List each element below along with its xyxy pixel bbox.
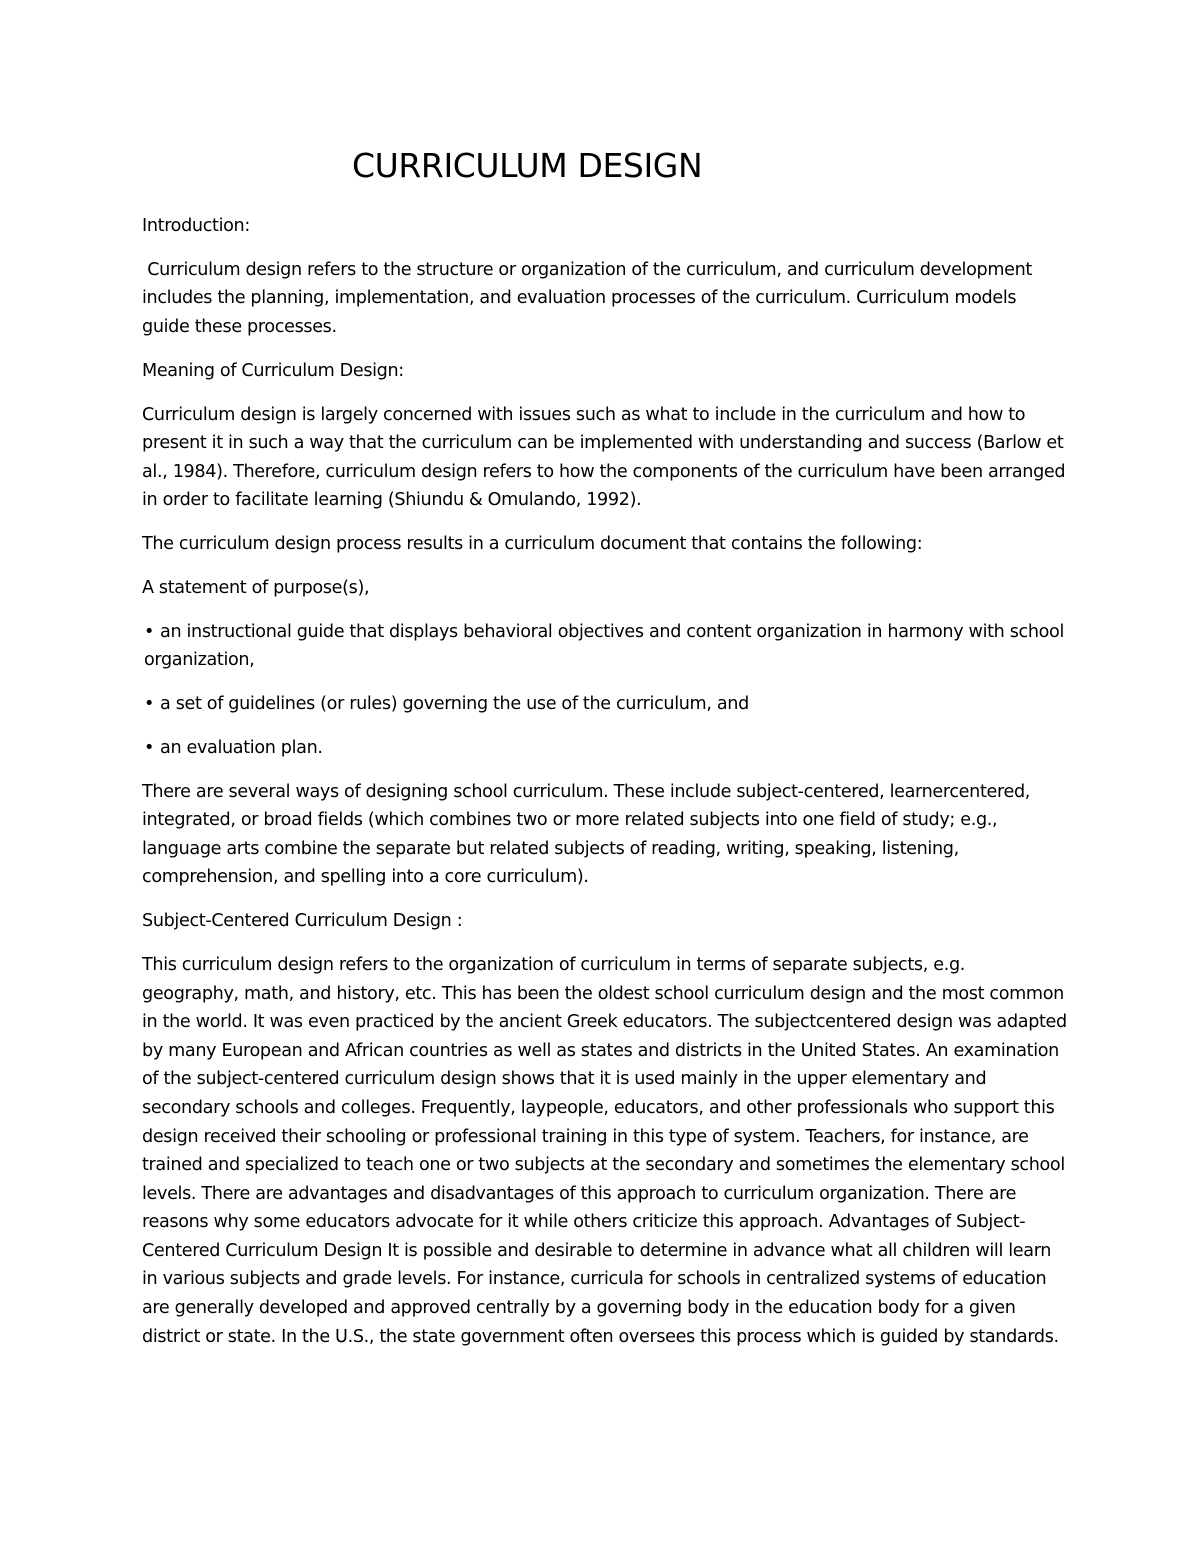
bullet-item-guidelines: [142, 690, 1067, 719]
document-title: CURRICULUM DESIGN: [352, 146, 703, 185]
subject-centered-heading: Subject-Centered Curriculum Design :: [142, 911, 463, 932]
bullet-text: an evaluation plan.: [160, 737, 323, 758]
bullet-text: a set of guidelines (or rules) governing the use of the curriculum, and: [160, 694, 749, 715]
subject-centered-paragraph: This curriculum design refers to the organization of curriculum in terms of separate subjects, e.g. geography, math, and history, etc. This has been the oldest school curriculum design and the most common in the world. It was even practiced by the ancient Greek educators. The subjectcentered design was adapted by many European and African countries as well as states and districts in the United States. An examination of the subject-centered curriculum design shows that it is used mainly in the upper elementary and secondary schools and colleges. Frequently, laypeople, educators, and other professionals who support this design received their schooling or professional training in this type of system. Teachers, for instance, are trained and specialized to teach one or two subjects at the secondary and sometimes the elementary school levels. There are advantages and disadvantages of this approach to curriculum organization. There are reasons why some educators advocate for it while others criticize this approach. Advantages of Subject-Centered Curriculum Design It is possible and desirable to determine in advance what all children will learn in various subjects and grade levels. For instance, curricula for schools in centralized systems of education are generally developed and approved centrally by a governing body in the education body for a given district or state. In the U.S., the state government often oversees this process which is guided by standards.: [142, 954, 1067, 1347]
bullet-icon: •: [144, 737, 155, 758]
meaning-heading: Meaning of Curriculum Design:: [142, 360, 404, 381]
bullet-text: an instructional guide that displays behavioral objectives and content organization in harmony with school organization,: [144, 621, 1065, 671]
statement-line: A statement of purpose(s),: [142, 577, 370, 598]
intro-paragraph: Curriculum design refers to the structure or organization of the curriculum, and curriculum development includes the planning, implementation, and evaluation processes of the curriculum. Curriculum models guide these processes.: [142, 259, 1038, 337]
bullet-item-instructional-guide: [142, 618, 1067, 675]
ways-paragraph: There are several ways of designing school curriculum. These include subject-centered, learnercentered, integrated, or broad fields (which combines two or more related subjects into one field of study; e.g., language arts combine the separate but related subjects of reading, writing, speaking, listening, comprehension, and spelling into a core curriculum).: [142, 781, 1031, 888]
document-body: [142, 212, 1067, 1366]
bullet-item-evaluation-plan: [142, 734, 1067, 763]
bullet-icon: •: [144, 621, 155, 642]
meaning-paragraph: Curriculum design is largely concerned with issues such as what to include in the curriculum and how to present it in such a way that the curriculum can be implemented with understanding and success (Barlow et al., 1984). Therefore, curriculum design refers to how the components of the curriculum have been arranged in order to facilitate learning (Shiundu & Omulando, 1992).: [142, 404, 1066, 511]
process-paragraph: The curriculum design process results in a curriculum document that contains the following:: [142, 534, 923, 555]
intro-heading: Introduction:: [142, 216, 250, 236]
bullet-icon: •: [144, 694, 155, 715]
